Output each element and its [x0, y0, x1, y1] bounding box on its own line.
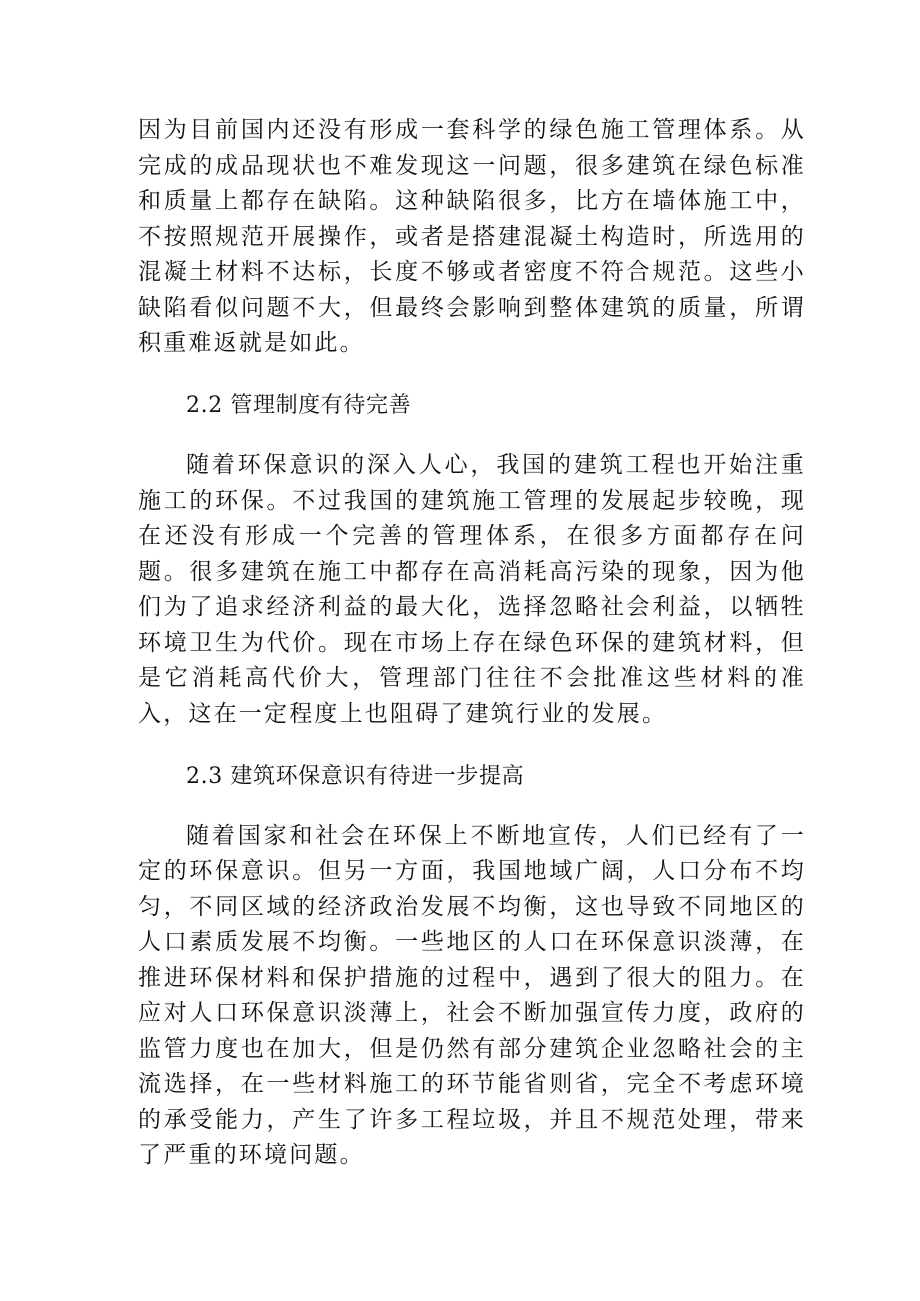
spacer	[138, 423, 806, 448]
section-heading-2-2: 2.2 管理制度有待完善	[186, 392, 412, 418]
document-body	[138, 113, 806, 1174]
spacer	[138, 732, 806, 759]
spacer	[138, 795, 806, 819]
paragraph-1: 因为目前国内还没有形成一套科学的绿色施工管理体系。从完成的成品现状也不难发现这一问题，很多建筑在绿色标准和质量上都存在缺陷。这种缺陷很多，比方在墙体施工中，不按照规范开展操作，或者是搭建混凝土构造时，所选用的混凝土材料不达标，长度不够或者密度不符合规范。这些小缺陷看似问题不大，但最终会影响到整体建筑的质量，所谓积重难返就是如此。	[138, 117, 806, 356]
section-heading-2-3: 2.3 建筑环保意识有待进一步提高	[186, 764, 525, 789]
paragraph-3: 随着国家和社会在环保上不断地宣传，人们已经有了一定的环保意识。但另一方面，我国地域广阔，人口分布不均匀，不同区域的经济政治发展不均衡，这也导致不同地区的人口素质发展不均衡。一些地区的人口在环保意识淡薄，在推进环保材料和保护措施的过程中，遇到了很大的阻力。在应对人口环保意识淡薄上，社会不断加强宣传力度，政府的监管力度也在加大，但是仍然有部分建筑企业忽略社会的主流选择，在一些材料施工的环节能省则省，完全不考虑环境的承受能力，产生了许多工程垃圾，并且不规范处理，带来了严重的环境问题。	[138, 822, 806, 1168]
paragraph-2: 随着环保意识的深入人心，我国的建筑工程也开始注重施工的环保。不过我国的建筑施工管理的发展起步较晚，现在还没有形成一个完善的管理体系，在很多方面都存在问题。很多建筑在施工中都存在高消耗高污染的现象，因为他们为了追求经济利益的最大化，选择忽略社会利益，以牺牲环境卫生为代价。现在市场上存在绿色环保的建筑材料，但是它消耗高代价大，管理部门往往不会批准这些材料的准入，这在一定程度上也阻碍了建筑行业的发展。	[138, 452, 806, 727]
spacer	[138, 362, 806, 388]
